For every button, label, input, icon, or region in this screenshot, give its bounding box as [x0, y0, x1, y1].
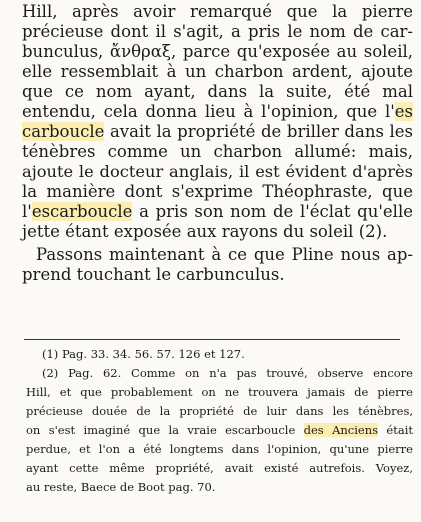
text-line: la manière dont s'exprime Théophraste, que: [22, 182, 413, 201]
text-line: bunculus, ἄνθραξ, parce qu'exposée au soleil,: [22, 42, 413, 61]
text-line: précieuse dont il s'agit, a pris le nom de car-: [22, 22, 413, 41]
text-line: carboucle avait la propriété de briller dans les: [22, 122, 413, 141]
text-line: ajoute le docteur anglais, il est évident d'après: [22, 162, 413, 181]
footnote-line: perdue, et l'on a été longtems dans l'opinion, qu'une pierre: [26, 442, 413, 456]
text-line: Hill, après avoir remarqué que la pierre: [22, 2, 413, 21]
text-line: jette étant exposée aux rayons du soleil (2).: [22, 222, 388, 241]
text-line: Passons maintenant à ce que Pline nous ap-: [36, 245, 413, 264]
text-line: l'escarboucle a pris son nom de l'éclat qu'elle: [22, 202, 413, 221]
footnote-line: ayant cette même propriété, avait existé autrefois. Voyez,: [26, 461, 413, 475]
footnote-line: on s'est imaginé que la vraie escarboucle des Anciens était: [26, 423, 414, 437]
highlighted-term: es: [394, 102, 413, 121]
text-line: elle ressemblait à un charbon ardent, ajoute: [22, 62, 413, 81]
highlighted-term: escarboucle: [31, 202, 133, 221]
text-line: que ce nom ayant, dans la suite, été mal: [22, 82, 413, 101]
text-line: ténèbres comme un charbon allumé: mais,: [22, 142, 413, 161]
highlighted-term: carboucle: [22, 122, 105, 141]
footnote-line: précieuse douée de la propriété de luir dans les ténèbres,: [26, 404, 413, 418]
text-line: prend touchant le carbunculus.: [22, 265, 285, 284]
footnote-line: (2) Pag. 62. Comme on n'a pas trouvé, observe encore: [42, 366, 413, 380]
text-line: entendu, cela donna lieu à l'opinion, que l'es: [22, 102, 413, 121]
footnote-line: au reste, Baece de Boot pag. 70.: [26, 480, 216, 494]
highlighted-term: des Anciens: [303, 423, 379, 437]
footnote-separator: [24, 339, 400, 340]
footnote-line: (1) Pag. 33. 34. 56. 57. 126 et 127.: [42, 347, 245, 361]
footnote-line: Hill, et que probablement on ne trouvera jamais de pierre: [26, 385, 413, 399]
